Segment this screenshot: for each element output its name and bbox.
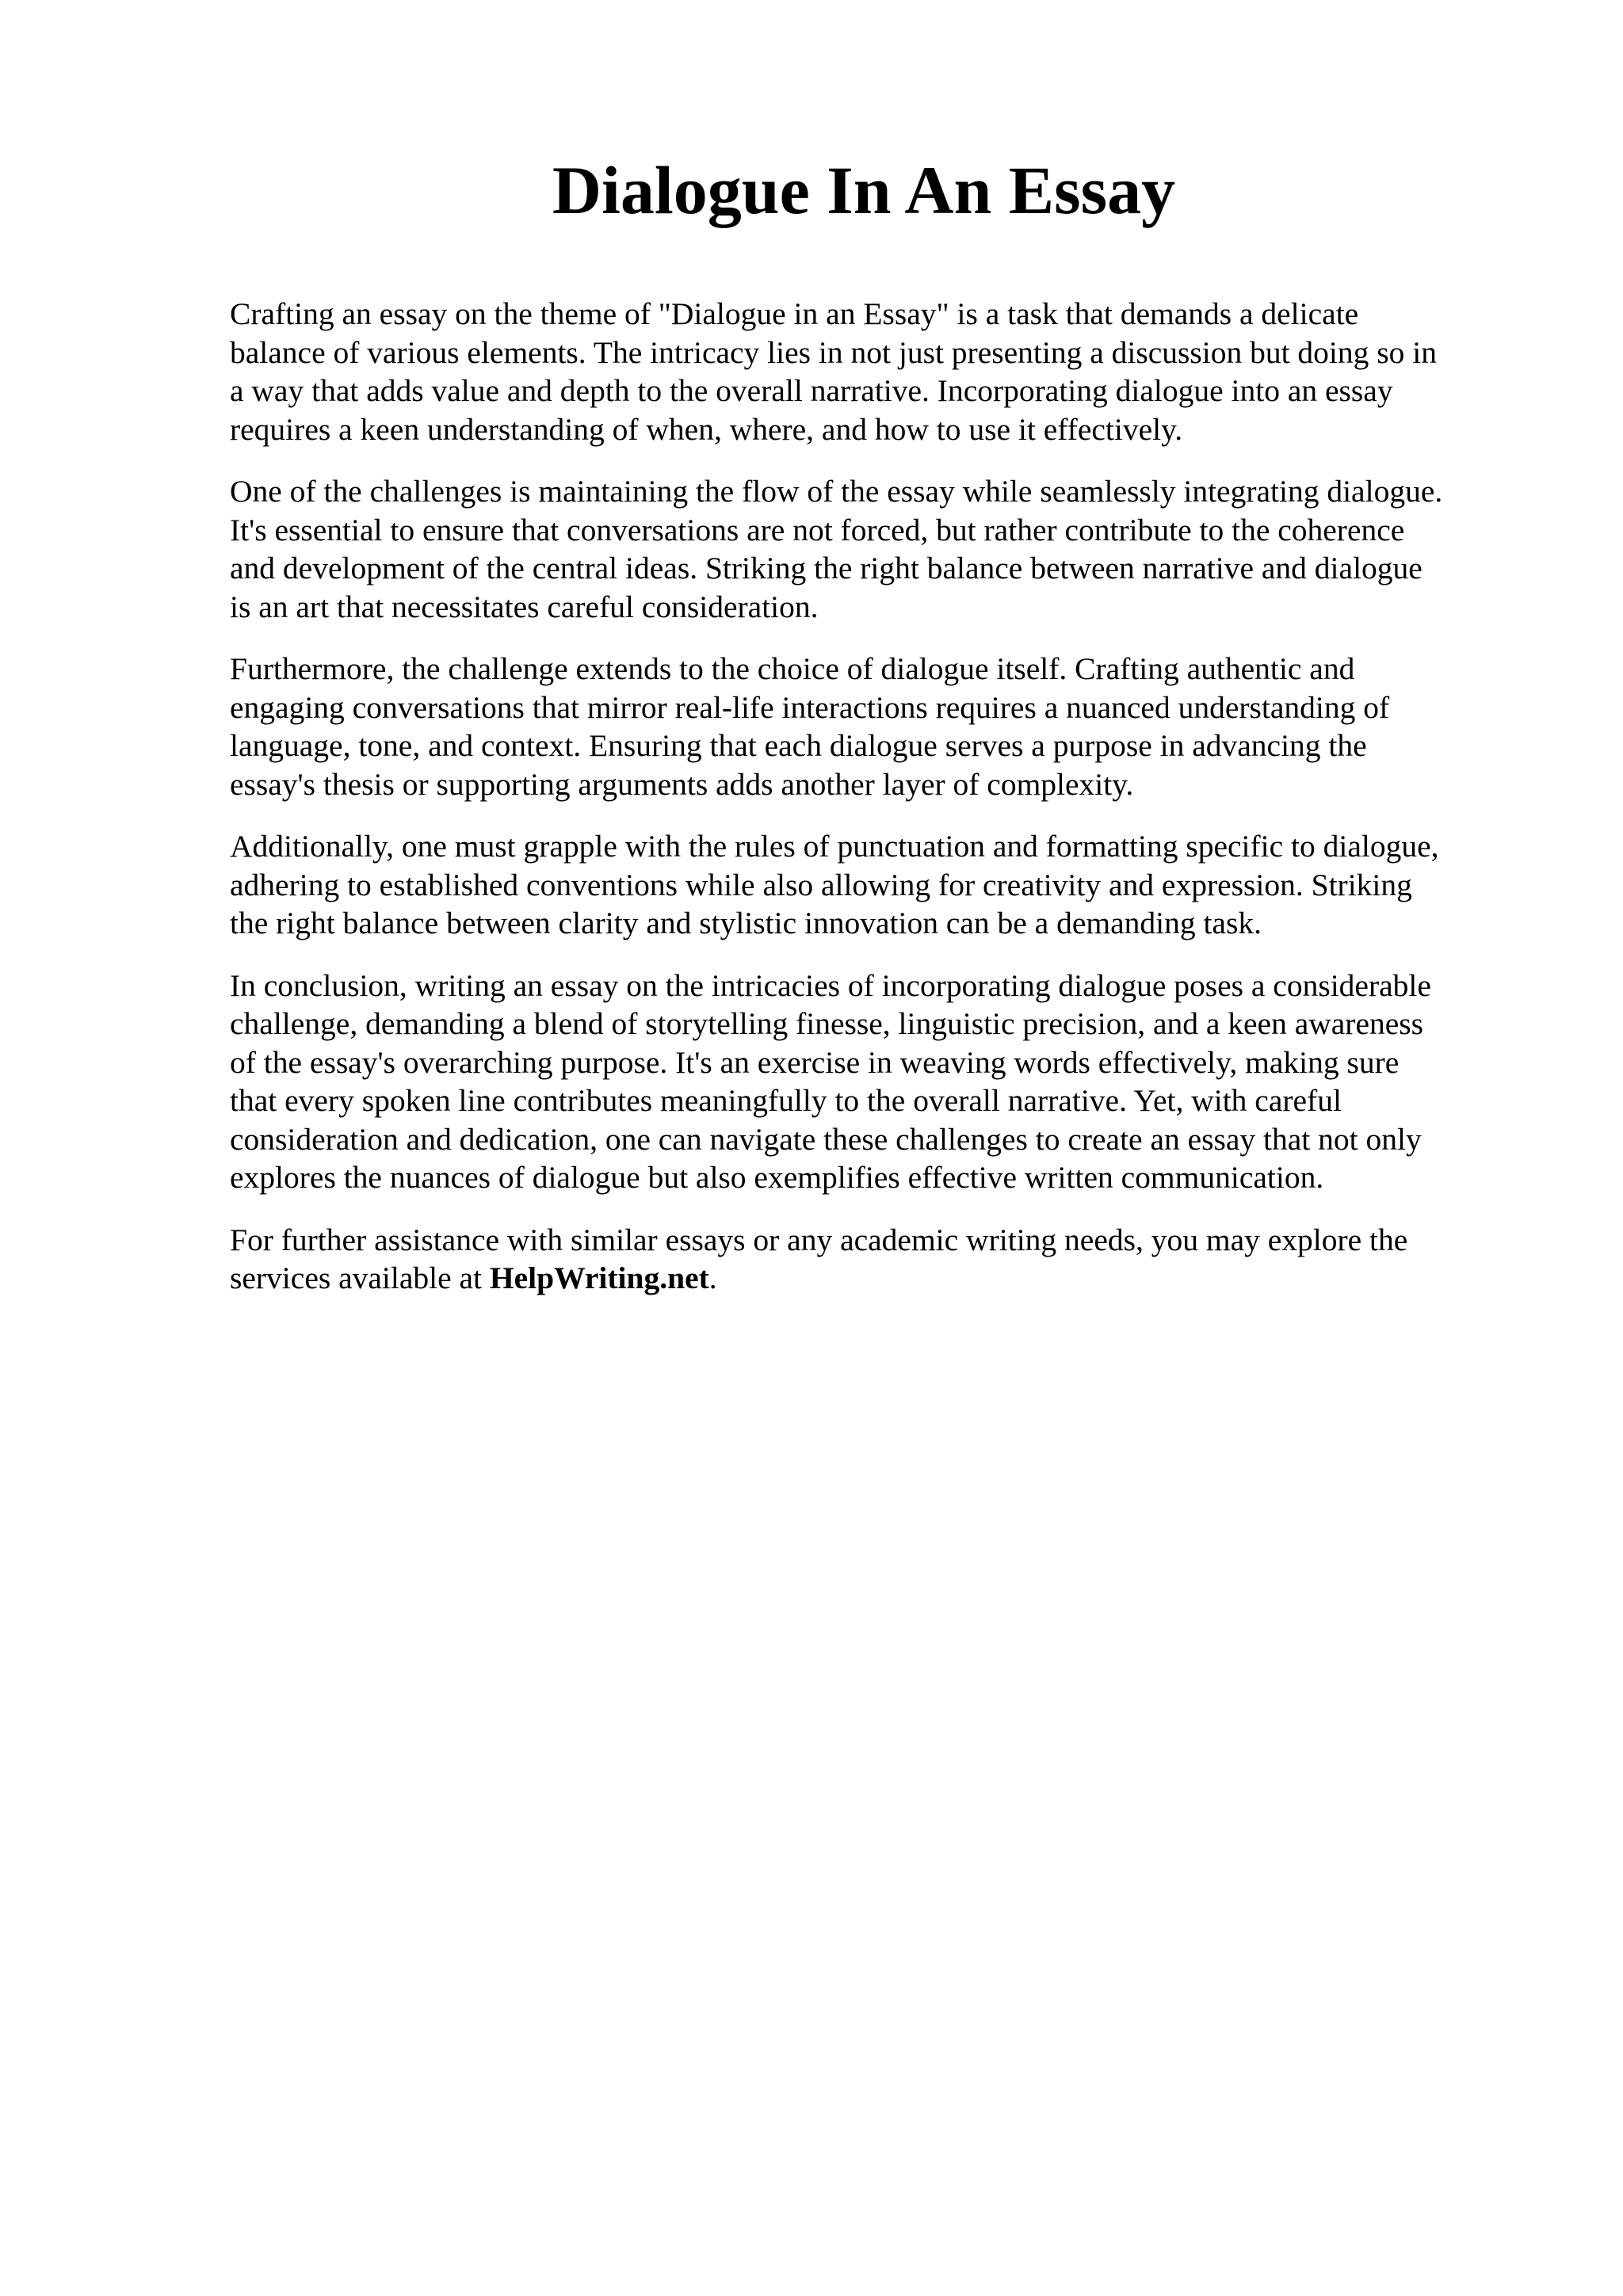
paragraph-line: language, tone, and context. Ensuring that each dialogue serves a purpose in advancing the [230,728,1367,763]
paragraph-line: and development of the central ideas. Striking the right balance between narrative and dialogue [230,551,1423,585]
closing-suffix: . [708,1261,717,1295]
paragraph-line: requires a keen understanding of when, where, and how to use it effectively. [230,411,1183,447]
closing-paragraph [230,1221,1514,1298]
paragraph-line: is an art that necessitates careful consideration. [230,589,819,624]
paragraph-1 [230,295,1514,448]
paragraph-line: Furthermore, the challenge extends to the choice of dialogue itself. Crafting authentic and [230,651,1355,686]
paragraph-line: In conclusion, writing an essay on the intricacies of incorporating dialogue poses a considerable [230,967,1431,1003]
paragraph-line: Crafting an essay on the theme of "Dialogue in an Essay" is a task that demands a delicate [230,296,1359,331]
paragraph-line: consideration and dedication, one can navigate these challenges to create an essay that not only [230,1121,1422,1157]
paragraph-line: One of the challenges is maintaining the flow of the essay while seamlessly integrating dialogue. [230,474,1443,509]
paragraph-line: essay's thesis or supporting arguments adds another layer of complexity. [230,766,1134,802]
paragraph-line: that every spoken line contributes meaningfully to the overall narrative. Yet, with careful [230,1083,1342,1118]
paragraph-line: challenge, demanding a blend of storytelling finesse, linguistic precision, and a keen awareness [230,1006,1424,1041]
paragraph-line: adhering to established conventions while also allowing for creativity and expression. Striking [230,867,1412,902]
closing-line-1: For further assistance with similar essays or any academic writing needs, you may explore the [230,1222,1408,1257]
paragraph-line: of the essay's overarching purpose. It's an exercise in weaving words effectively, making sure [230,1044,1400,1080]
closing-line-2 [230,1259,1514,1298]
paragraph-4 [230,827,1514,943]
paragraph-line: engaging conversations that mirror real-life interactions requires a nuanced understanding of [230,689,1390,725]
document-body [230,295,1514,1322]
paragraph-line: explores the nuances of dialogue but also exemplifies effective written communication. [230,1160,1324,1195]
paragraph-line: balance of various elements. The intricacy lies in not just presenting a discussion but doing so in [230,334,1438,370]
paragraph-line: the right balance between clarity and stylistic innovation can be a demanding task. [230,906,1262,940]
paragraph-line: Additionally, one must grapple with the rules of punctuation and formatting specific to dialogue, [230,829,1439,864]
paragraph-line: a way that adds value and depth to the overall narrative. Incorporating dialogue into an essay [230,373,1393,408]
closing-prefix: services available at [230,1261,490,1295]
paragraph-5 [230,967,1514,1197]
helpwriting-link[interactable]: HelpWriting.net [489,1261,709,1295]
paragraph-line: It's essential to ensure that conversations are not forced, but rather contribute to the coherence [230,512,1405,547]
document-title: Dialogue In An Essay [552,152,1176,228]
paragraph-3 [230,650,1514,803]
paragraph-2 [230,472,1514,626]
